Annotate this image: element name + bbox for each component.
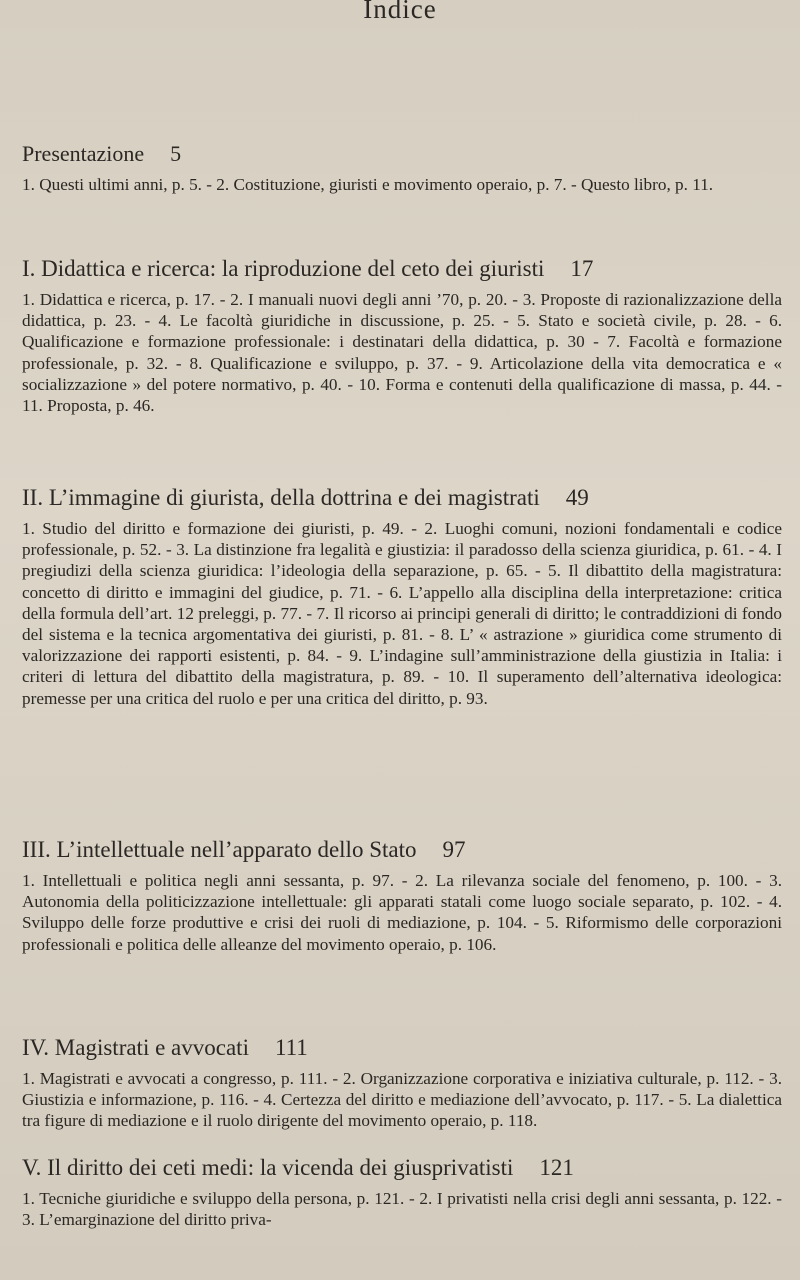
toc-entry-title: IV. Magistrati e avvocati — [22, 1035, 249, 1060]
toc-entry-title: III. L’intellettuale nell’apparato dello Stato — [22, 837, 417, 862]
toc-entry-heading — [22, 484, 782, 512]
toc-entry-title: V. Il diritto dei ceti medi: la vicenda dei giusprivatisti — [22, 1155, 514, 1180]
toc-entry-heading — [22, 1034, 782, 1062]
toc-entry-page: 97 — [442, 837, 466, 862]
toc-entry-chapter-5 — [22, 1154, 782, 1230]
toc-entry-subsections: 1. Questi ultimi anni, p. 5. - 2. Costituzione, giuristi e movimento operaio, p. 7. - Questo libro, p. 11. — [22, 175, 714, 194]
toc-entry-heading — [22, 140, 782, 168]
toc-entry-subsections: 1. Magistrati e avvocati a congresso, p. 111. - 2. Organizzazione corporativa e iniziativa culturale, p. 112. - 3. Giustizia e informazione, p. 116. - 4. Certezza del diritto e mediazione dell’avvocato, p. 117. - 5. La dialettica tra figure di mediazione e il ruolo dirigente del movimento operaio, p. 118. — [22, 1069, 782, 1131]
toc-entry-subsections: 1. Tecniche giuridiche e sviluppo della persona, p. 121. - 2. I privatisti nella crisi degli anni sessanta, p. 122. - 3. L’emarginazione del diritto priva- — [22, 1189, 782, 1230]
toc-entry-page: 111 — [274, 1035, 308, 1060]
toc-entry-title: Presentazione — [22, 141, 145, 166]
toc-entry-page: 121 — [539, 1155, 574, 1180]
toc-entry-chapter-2 — [22, 484, 782, 709]
toc-entry-subsections: 1. Didattica e ricerca, p. 17. - 2. I manuali nuovi degli anni ’70, p. 20. - 3. Proposte di razionalizzazione della didattica, p. 23. - 4. Le facoltà giuridiche in discussione, p. 25. - 5. Stato e società civile, p. 28. - 6. Qualificazione e formazione professionale: i destinatari della didattica, p. 30 - 7. Facoltà e formazione professionale, p. 32. - 8. Qualificazione e sviluppo, p. 37. - 9. Articolazione della vita democratica e « socializzazione » del potere normativo, p. 40. - 10. Forma e contenuti della qualificazione di massa, p. 44. - 11. Proposta, p. 46. — [22, 290, 782, 416]
toc-entry-title: I. Didattica e ricerca: la riproduzione del ceto dei giuristi — [22, 256, 545, 281]
toc-entry-page: 5 — [170, 141, 182, 166]
toc-entry-heading — [22, 255, 782, 283]
toc-entry-presentazione — [22, 140, 782, 195]
toc-entry-chapter-1 — [22, 255, 782, 416]
toc-entry-heading — [22, 1154, 782, 1182]
toc-entry-subsections: 1. Intellettuali e politica negli anni sessanta, p. 97. - 2. La rilevanza sociale del fenomeno, p. 100. - 3. Autonomia della politicizzazione intellettuale: gli apparati statali come luogo sociale separato, p. 102. - 4. Sviluppo delle forze produttive e crisi dei ruoli di mediazione, p. 104. - 5. Riformismo delle corporazioni professionali e politica delle alleanze del movimento operaio, p. 106. — [22, 871, 782, 954]
toc-entry-heading — [22, 836, 782, 864]
toc-entry-chapter-3 — [22, 836, 782, 955]
toc-entry-chapter-4 — [22, 1034, 782, 1132]
page-title: Indice — [363, 0, 437, 24]
toc-entry-title: II. L’immagine di giurista, della dottrina e dei magistrati — [22, 485, 540, 510]
toc-entry-subsections: 1. Studio del diritto e formazione dei giuristi, p. 49. - 2. Luoghi comuni, nozioni fondamentali e codice professionale, p. 52. - 3. La distinzione fra legalità e giustizia: il paradosso della scienza giuridica, p. 61. - 4. I pregiudizi della scienza giuridica: l’ideologia della separazione, p. 65. - 5. Il dibattito della magistratura: concetto di diritto e immagini del giudice, p. 71. - 6. L’appello alla disciplina della interpretazione: critica della formula dell’art. 12 preleggi, p. 77. - 7. Il ricorso ai principi generali di diritto; le contraddizioni di fondo del sistema e la tecnica argomentativa dei giuristi, p. 81. - 8. L’ « astrazione » giuridica come strumento di valorizzazione dei rapporti esistenti, p. 84. - 9. L’indagine sull’amministrazione della giustizia in Italia: i criteri di lettura del dibattito della magistratura, p. 89. - 10. Il superamento dell’alternativa ideologica: premesse per una critica del ruolo e per una critica del diritto, p. 93. — [22, 519, 782, 708]
toc-entry-page: 17 — [570, 256, 594, 281]
toc-entry-page: 49 — [565, 485, 589, 510]
